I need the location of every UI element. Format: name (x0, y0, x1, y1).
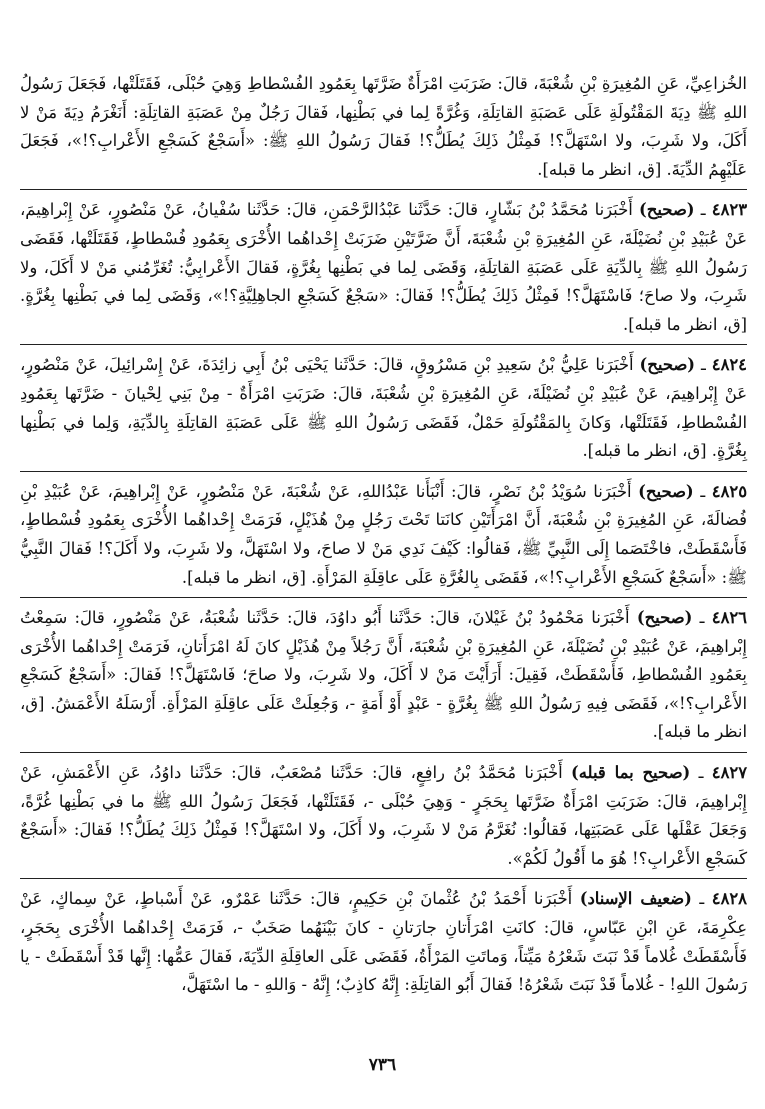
hadith-text: أَخْبَرَنا مُحَمَّدُ بْنُ رافِعٍ، قالَ: حَدَّثَنا مُصْعَبٌ، قالَ: حَدَّثَنا داوُدُ، عَنِ الأَعْمَشِ، عَنْ إِبْراهِيمَ، قالَ: ضَرَبَتِ امْرَأَةٌ ضَرَّتَها بِحَجَرٍ - وَهِيَ حُبْلَى -، فَقَتَلَتْها، فَجَعَلَ رَسُولُ اللهِ ﷺ ما في بَطْنِها غُرَّةً، وَجَعَلَ عَقْلَها عَلَى عَصَبَتِها، فَقالُوا: نُغَرَّمُ مَنْ لا شَرِبَ، ولا أَكَلَ، ولا اسْتَهَلَّ؟! فَمِثْلُ ذَلِكَ يُطَلُّ؟! فَقالَ: «أَسَجْعٌ كَسَجْعِ الأَعْرابِ؟! هُوَ ما أَقُولُ لَكُمْ». (20, 763, 747, 868)
hadith-4826: ٤٨٢٦ ـ (صحيح) أَخْبَرَنا مَحْمُودُ بْنُ غَيْلانَ، قالَ: حَدَّثَنا أَبُو داوُدَ، قالَ: حَدَّثَنا شُعْبَةُ، عَنْ مَنْصُورٍ، قالَ: سَمِعْتُ إِبْراهِيمَ، عَنْ عُبَيْدِ بْنِ نُضَيْلَةَ، عَنِ المُغِيرَةِ بْنِ شُعْبَةَ، أَنَّ رَجُلاً مِنْ هُذَيْلٍ كانَ لَهُ امْرَأَتانِ، فَرَمَتْ إِحْداهُما الأُخْرَى بِعَمُودِ الفُسْطاطِ، فَأَسْقَطَتْ، فَقِيلَ: أَرَأَيْتَ مَنْ لا أَكَلَ، ولا شَرِبَ، ولا صاحَ؛ فَاسْتَهَلَّ؟! فَقالَ: «أَسَجْعٌ كَسَجْعِ الأَعْرابِ؟!»، فَقَضَى فِيهِ رَسُولُ اللهِ ﷺ بِغُرَّةٍ - عَبْدٍ أَوْ أَمَةٍ -، وَجُعِلَتْ عَلَى عاقِلَةِ المَرْأَةِ. أَرْسَلَهُ الأَعْمَشُ. [ق، انظر ما قبله]. (20, 608, 747, 742)
hadith-text: أَخْبَرَنا مَحْمُودُ بْنُ غَيْلانَ، قالَ: حَدَّثَنا أَبُو داوُدَ، قالَ: حَدَّثَنا شُعْبَةُ، عَنْ مَنْصُورٍ، قالَ: سَمِعْتُ إِبْراهِيمَ، عَنْ عُبَيْدِ بْنِ نُضَيْلَةَ، عَنِ المُغِيرَةِ بْنِ شُعْبَةَ، أَنَّ رَجُلاً مِنْ هُذَيْلٍ كانَ لَهُ امْرَأَتانِ، فَرَمَتْ إِحْداهُما الأُخْرَى بِعَمُودِ الفُسْطاطِ، فَأَسْقَطَتْ، فَقِيلَ: أَرَأَيْتَ مَنْ لا أَكَلَ، ولا شَرِبَ، ولا صاحَ؛ فَاسْتَهَلَّ؟! فَقالَ: «أَسَجْعٌ كَسَجْعِ الأَعْرابِ؟!»، فَقَضَى فِيهِ رَسُولُ اللهِ ﷺ بِغُرَّةٍ - عَبْدٍ أَوْ أَمَةٍ -، وَجُعِلَتْ عَلَى عاقِلَةِ المَرْأَةِ. أَرْسَلَهُ الأَعْمَشُ. [ق، انظر ما قبله]. (20, 608, 747, 742)
page-number: ٧٣٦ (368, 1055, 397, 1075)
hadith-grade: (صحيح) (639, 355, 696, 375)
divider (20, 344, 747, 345)
divider (20, 752, 747, 753)
hadith-4828: ٤٨٢٨ ـ (ضعيف الإسناد) أَخْبَرَنا أَحْمَدُ بْنُ عُثْمانَ بْنِ حَكِيمٍ، قالَ: حَدَّثَنا عَمْرٌو، عَنْ أَسْباطٍ، عَنْ سِماكٍ، عَنْ عِكْرِمَةَ، عَنِ ابْنِ عَبّاسٍ، قالَ: كانَتِ امْرَأَتانِ جارَتانِ - كانَ بَيْنَهُما صَخَبٌ -، فَرَمَتْ إِحْداهُما الأُخْرَى بِحَجَرٍ، فَأَسْقَطَتْ غُلاماً قَدْ نَبَتَ شَعْرُهُ مَيِّتاً، وَماتَتِ المَرْأَةُ، فَقَضَى عَلَى العاقِلَةِ الدِّيَةَ، فَقالَ عَمُّها: إِنَّها قَدْ أَسْقَطَتْ - يا رَسُولَ اللهِ! - غُلاماً قَدْ نَبَتَ شَعْرُهُ! فَقالَ أَبُو القاتِلَةِ: إِنَّهُ كاذِبٌ؛ إِنَّهُ - وَاللهِ - ما اسْتَهَلَّ، (20, 889, 747, 995)
hadith-4825: ٤٨٢٥ ـ (صحيح) أَخْبَرَنا سُوَيْدُ بْنُ نَصْرٍ، قالَ: أَنْبَأَنا عَبْدُاللهِ، عَنْ شُعْبَةَ، عَنْ مَنْصُورٍ، عَنْ إِبْراهِيمَ، عَنْ عُبَيْدِ بْنِ فُضالَةَ، عَنِ المُغِيرَةِ بْنِ شُعْبَةَ، أَنَّ امْرَأَتَيْنِ كانَتا تَحْتَ رَجُلٍ مِنْ هُذَيْلٍ، فَرَمَتْ إِحْداهُما الأُخْرَى بِعَمُودِ فُسْطاطٍ، فَأَسْقَطَتْ، فاخْتَصَما إِلَى النَّبِيِّ ﷺ، فَقالُوا: كَيْفَ نَدِي مَنْ لا صاحَ، ولا اسْتَهَلَّ، ولا شَرِبَ، ولا أَكَلَ؟! فَقالَ النَّبِيُّ ﷺ: «أَسَجْعٌ كَسَجْعِ الأَعْرابِ؟!»، فَقَضَى بِالغُرَّةِ عَلَى عاقِلَةِ المَرْأَةِ. [ق، انظر ما قبله]. (20, 481, 748, 587)
hadith-4823: ٤٨٢٣ ـ (صحيح) أَخْبَرَنا مُحَمَّدُ بْنُ بَشّارٍ، قالَ: حَدَّثَنا عَبْدُالرَّحْمَنِ، قالَ: حَدَّثَنا سُفْيانُ، عَنْ مَنْصُورٍ، عَنْ إِبْراهِيمَ، عَنْ عُبَيْدِ بْنِ نُضَيْلَةَ، عَنِ المُغِيرَةِ بْنِ شُعْبَةَ، أَنَّ ضَرَّتَيْنِ ضَرَبَتْ إِحْداهُما الأُخْرَى بِعَمُودِ فُسْطاطٍ، فَقَتَلَتْها، فَقَضَى رَسُولُ اللهِ ﷺ بِالدِّيَةِ عَلَى عَصَبَةِ القاتِلَةِ، وَقَضَى لِما في بَطْنِها بِغُرَّةٍ، فَقالَ الأَعْرابِيُّ: تُغَرِّمُني مَنْ لا أَكَلَ، ولا شَرِبَ، ولا صاحَ؛ فَاسْتَهَلَّ؟! فَمِثْلُ ذَلِكَ يُطَلُّ؟! فَقالَ: «سَجْعٌ كَسَجْعِ الجاهِلِيَّةِ؟!»، وَقَضَى لِما في بَطْنِها بِغُرَّةٍ. [ق، انظر ما قبله]. (20, 200, 747, 334)
continued-paragraph: الخُزاعِيِّ، عَنِ المُغِيرَةِ بْنِ شُعْبَةَ، قالَ: ضَرَبَتِ امْرَأَةٌ ضَرَّتَها بِعَمُودِ الفُسْطاطِ وَهِيَ حُبْلَى، فَقَتَلَتْها، فَجَعَلَ رَسُولُ اللهِ ﷺ دِيَةَ المَقْتُولَةِ عَلَى عَصَبَةِ القاتِلَةِ، وَغُرَّةً لِما في بَطْنِها، فَقالَ رَجُلٌ مِنْ عَصَبَةِ القاتِلَةِ: أَنَغْرَمُ دِيَةَ مَنْ لا أَكَلَ، ولا شَرِبَ، ولا اسْتَهَلَّ؟! فَمِثْلُ ذَلِكَ يُطَلُّ؟! فَقالَ رَسُولُ اللهِ ﷺ: «أَسَجْعٌ كَسَجْعِ الأَعْرابِ؟!»، فَجَعَلَ عَلَيْهِمُ الدِّيَةَ. [ق، انظر ما قبله]. (20, 74, 747, 179)
hadith-grade: (صحيح) (638, 481, 694, 501)
divider (20, 878, 747, 879)
hadith-text: أَخْبَرَنا سُوَيْدُ بْنُ نَصْرٍ، قالَ: أَنْبَأَنا عَبْدُاللهِ، عَنْ شُعْبَةَ، عَنْ مَنْصُورٍ، عَنْ إِبْراهِيمَ، عَنْ عُبَيْدِ بْنِ فُضالَةَ، عَنِ المُغِيرَةِ بْنِ شُعْبَةَ، أَنَّ امْرَأَتَيْنِ كانَتا تَحْتَ رَجُلٍ مِنْ هُذَيْلٍ، فَرَمَتْ إِحْداهُما الأُخْرَى بِعَمُودِ فُسْطاطٍ، فَأَسْقَطَتْ، فاخْتَصَما إِلَى النَّبِيِّ ﷺ، فَقالُوا: كَيْفَ نَدِي مَنْ لا صاحَ، ولا اسْتَهَلَّ، ولا شَرِبَ، ولا أَكَلَ؟! فَقالَ النَّبِيُّ ﷺ: «أَسَجْعٌ كَسَجْعِ الأَعْرابِ؟!»، فَقَضَى بِالغُرَّةِ عَلَى عاقِلَةِ المَرْأَةِ. [ق، انظر ما قبله]. (20, 481, 747, 587)
hadith-number: ٤٨٢٧ (711, 763, 748, 783)
hadith-grade: (صحيح) (636, 608, 693, 628)
hadith-grade: (ضعيف الإسناد) (579, 889, 692, 909)
hadith-number: ٤٨٢٥ (711, 481, 748, 501)
text-body (20, 70, 747, 1000)
divider (20, 189, 747, 190)
hadith-text: أَخْبَرَنا أَحْمَدُ بْنُ عُثْمانَ بْنِ حَكِيمٍ، قالَ: حَدَّثَنا عَمْرٌو، عَنْ أَسْباطٍ، عَنْ سِماكٍ، عَنْ عِكْرِمَةَ، عَنِ ابْنِ عَبّاسٍ، قالَ: كانَتِ امْرَأَتانِ جارَتانِ - كانَ بَيْنَهُما صَخَبٌ -، فَرَمَتْ إِحْداهُما الأُخْرَى بِحَجَرٍ، فَأَسْقَطَتْ غُلاماً قَدْ نَبَتَ شَعْرُهُ مَيِّتاً، وَماتَتِ المَرْأَةُ، فَقَضَى عَلَى العاقِلَةِ الدِّيَةَ، فَقالَ عَمُّها: إِنَّها قَدْ أَسْقَطَتْ - يا رَسُولَ اللهِ! - غُلاماً قَدْ نَبَتَ شَعْرُهُ! فَقالَ أَبُو القاتِلَةِ: إِنَّهُ كاذِبٌ؛ إِنَّهُ - وَاللهِ - ما اسْتَهَلَّ، (20, 889, 747, 995)
divider (20, 471, 747, 472)
hadith-grade: (صحيح) (639, 200, 695, 220)
hadith-4824: ٤٨٢٤ ـ (صحيح) أَخْبَرَنا عَلِيُّ بْنُ سَعِيدِ بْنِ مَسْرُوقٍ، قالَ: حَدَّثَنا يَحْيَى بْنُ أَبِي زائِدَةَ، عَنْ إِسْرائِيلَ، عَنْ مَنْصُورٍ، عَنْ إِبْراهِيمَ، عَنْ عُبَيْدِ بْنِ نُضَيْلَةَ، عَنِ المُغِيرَةِ بْنِ شُعْبَةَ، قالَ: ضَرَبَتِ امْرَأَةٌ - مِنْ بَنِي لِحْيانَ - ضَرَّتَها بِعَمُودِ الفُسْطاطِ، فَقَتَلَتْها، وَكانَ بِالمَقْتُولَةِ حَمْلٌ، فَقَضَى رَسُولُ اللهِ ﷺ عَلَى عَصَبَةِ القاتِلَةِ بِالدِّيَةِ، وَلِما في بَطْنِها بِغُرَّةٍ. [ق، انظر ما قبله]. (20, 355, 747, 461)
hadith-number: ٤٨٢٨ (711, 889, 747, 909)
hadith-number: ٤٨٢٣ (711, 200, 747, 220)
hadith-4827: ٤٨٢٧ ـ (صحيح بما قبله) أَخْبَرَنا مُحَمَّدُ بْنُ رافِعٍ، قالَ: حَدَّثَنا مُصْعَبٌ، قالَ: حَدَّثَنا داوُدُ، عَنِ الأَعْمَشِ، عَنْ إِبْراهِيمَ، قالَ: ضَرَبَتِ امْرَأَةٌ ضَرَّتَها بِحَجَرٍ - وَهِيَ حُبْلَى -، فَقَتَلَتْها، فَجَعَلَ رَسُولُ اللهِ ﷺ ما في بَطْنِها غُرَّةً، وَجَعَلَ عَقْلَها عَلَى عَصَبَتِها، فَقالُوا: نُغَرَّمُ مَنْ لا شَرِبَ، ولا أَكَلَ، ولا اسْتَهَلَّ؟! فَمِثْلُ ذَلِكَ يُطَلُّ؟! فَقالَ: «أَسَجْعٌ كَسَجْعِ الأَعْرابِ؟! هُوَ ما أَقُولُ لَكُمْ». (20, 763, 748, 868)
hadith-grade: (صحيح بما قبله) (571, 763, 691, 783)
hadith-text: أَخْبَرَنا مُحَمَّدُ بْنُ بَشّارٍ، قالَ: حَدَّثَنا عَبْدُالرَّحْمَنِ، قالَ: حَدَّثَنا سُفْيانُ، عَنْ مَنْصُورٍ، عَنْ إِبْراهِيمَ، عَنْ عُبَيْدِ بْنِ نُضَيْلَةَ، عَنِ المُغِيرَةِ بْنِ شُعْبَةَ، أَنَّ ضَرَّتَيْنِ ضَرَبَتْ إِحْداهُما الأُخْرَى بِعَمُودِ فُسْطاطٍ، فَقَتَلَتْها، فَقَضَى رَسُولُ اللهِ ﷺ بِالدِّيَةِ عَلَى عَصَبَةِ القاتِلَةِ، وَقَضَى لِما في بَطْنِها بِغُرَّةٍ، فَقالَ الأَعْرابِيُّ: تُغَرِّمُني مَنْ لا أَكَلَ، ولا شَرِبَ، ولا صاحَ؛ فَاسْتَهَلَّ؟! فَمِثْلُ ذَلِكَ يُطَلُّ؟! فَقالَ: «سَجْعٌ كَسَجْعِ الجاهِلِيَّةِ؟!»، وَقَضَى لِما في بَطْنِها بِغُرَّةٍ. [ق، انظر ما قبله]. (20, 200, 747, 334)
hadith-text: أَخْبَرَنا عَلِيُّ بْنُ سَعِيدِ بْنِ مَسْرُوقٍ، قالَ: حَدَّثَنا يَحْيَى بْنُ أَبِي زائِدَةَ، عَنْ إِسْرائِيلَ، عَنْ مَنْصُورٍ، عَنْ إِبْراهِيمَ، عَنْ عُبَيْدِ بْنِ نُضَيْلَةَ، عَنِ المُغِيرَةِ بْنِ شُعْبَةَ، قالَ: ضَرَبَتِ امْرَأَةٌ - مِنْ بَنِي لِحْيانَ - ضَرَّتَها بِعَمُودِ الفُسْطاطِ، فَقَتَلَتْها، وَكانَ بِالمَقْتُولَةِ حَمْلٌ، فَقَضَى رَسُولُ اللهِ ﷺ عَلَى عَصَبَةِ القاتِلَةِ بِالدِّيَةِ، وَلِما في بَطْنِها بِغُرَّةٍ. [ق، انظر ما قبله]. (20, 355, 747, 461)
divider (20, 597, 747, 598)
hadith-number: ٤٨٢٦ (711, 608, 747, 628)
hadith-number: ٤٨٢٤ (711, 355, 747, 375)
